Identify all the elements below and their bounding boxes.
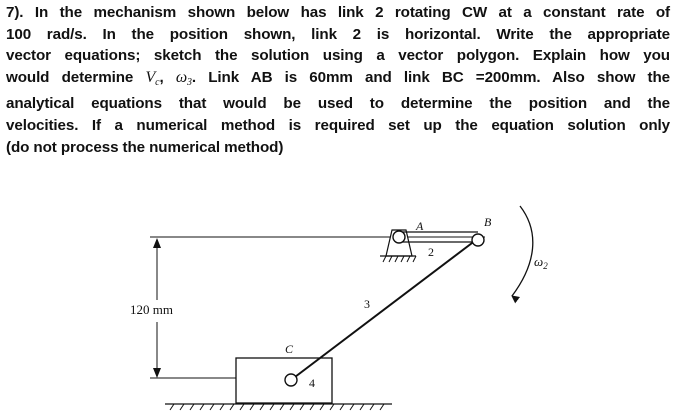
problem-line-1: 7). In the mechanism shown below has link 2 rotating CW at a constant rate of <box>6 4 670 21</box>
problem-line-6: velocities. If a numerical method is required set up the equation solution only <box>6 116 670 134</box>
var-vc: $V_c$ <box>145 68 160 88</box>
problem-line-2: 100 rad/s. In the position shown, link 2 is horizontal. Write the appropriate <box>6 25 670 43</box>
dimension-120mm <box>130 238 236 378</box>
rotation-arrow <box>512 206 533 296</box>
ground <box>165 404 392 410</box>
omega2-label: $\omega_2$ <box>534 254 548 271</box>
label-c: C <box>285 342 294 356</box>
label-b: B <box>484 215 492 229</box>
var-omega3: $\omega_3$ <box>175 68 192 88</box>
link-3-label: 3 <box>364 297 370 311</box>
link-4-label: 4 <box>309 376 315 390</box>
problem-line-3: vector equations; sketch the solution using a vector polygon. Explain how you <box>6 47 670 65</box>
problem-line-4: would determine $V_c$, $\omega_3$. Link AB is 60mm and link BC =200mm. Also show the <box>6 68 670 88</box>
dimension-label: 120 mm <box>130 302 173 317</box>
label-a: A <box>416 219 424 233</box>
problem-line-7: (do not process the numerical method) <box>6 138 284 156</box>
line4-pre: would determine <box>6 68 134 86</box>
link-2-label: 2 <box>428 245 434 259</box>
slider-block <box>236 358 332 403</box>
pin-joint-a <box>393 231 405 243</box>
line4-post: . Link AB is 60mm and link BC =200mm. Also show the <box>191 68 670 86</box>
problem-line-5: analytical equations that would be used to determine the position and the <box>6 95 670 113</box>
pin-joint-c <box>285 374 297 386</box>
pin-joint-b <box>472 234 484 246</box>
